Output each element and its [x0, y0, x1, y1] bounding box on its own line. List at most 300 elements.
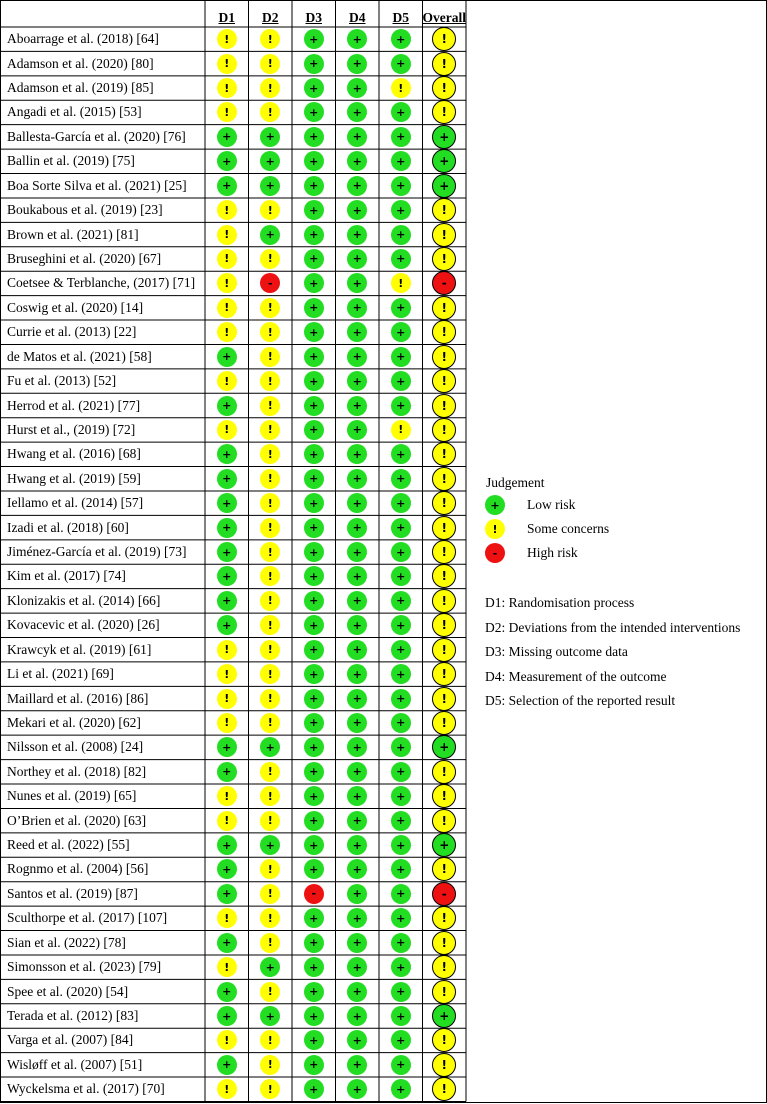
study-label: Sian et al. (2022) [78] — [7, 934, 126, 950]
judgement-dot-low: + — [304, 493, 324, 513]
judgement-dot-some: ! — [260, 859, 280, 879]
judgement-dot-low: + — [391, 298, 411, 318]
judgement-dot-low: + — [304, 1030, 324, 1050]
study-label: Boa Sorte Silva et al. (2021) [25] — [7, 177, 187, 193]
judgement-dot-low: + — [304, 566, 324, 586]
judgement-dot-low: + — [304, 273, 324, 293]
judgement-dot-some-overall: ! — [432, 442, 456, 466]
judgement-dot-low: + — [304, 811, 324, 831]
judgement-dot-low: + — [347, 420, 367, 440]
judgement-dot-low: + — [391, 957, 411, 977]
judgement-dot-some: ! — [217, 689, 237, 709]
study-label: Kim et al. (2017) [74] — [7, 568, 126, 584]
judgement-dot-low: + — [391, 615, 411, 635]
judgement-dot-some: ! — [217, 298, 237, 318]
study-label: Adamson et al. (2019) [85] — [7, 80, 154, 96]
judgement-dot-some: ! — [260, 29, 280, 49]
judgement-dot-low: + — [391, 225, 411, 245]
study-label: Rognmo et al. (2004) [56] — [7, 861, 149, 877]
judgement-dot-low: + — [260, 957, 280, 977]
judgement-dot-some: ! — [260, 713, 280, 733]
judgement-dot-low: + — [391, 1006, 411, 1026]
judgement-dot-some: ! — [260, 1055, 280, 1075]
judgement-dot-some: ! — [217, 371, 237, 391]
judgement-dot-some: ! — [217, 249, 237, 269]
judgement-dot-some: ! — [260, 102, 280, 122]
study-label: Jiménez-García et al. (2019) [73] — [7, 544, 187, 560]
domain-definition: D2: Deviations from the intended interventions — [485, 619, 741, 635]
judgement-dot-some: ! — [260, 420, 280, 440]
study-label: Nilsson et al. (2008) [24] — [7, 739, 144, 755]
judgement-dot-low: + — [217, 469, 237, 489]
judgement-dot-some-overall: ! — [432, 638, 456, 662]
study-label: Hwang et al. (2019) [59] — [7, 470, 141, 486]
judgement-dot-some: ! — [260, 786, 280, 806]
study-label: O’Brien et al. (2020) [63] — [7, 812, 147, 828]
judgement-dot-low: + — [347, 102, 367, 122]
judgement-dot-some-overall: ! — [432, 491, 456, 515]
study-label: Fu et al. (2013) [52] — [7, 373, 117, 389]
study-label: Ballesta-García et al. (2020) [76] — [7, 128, 186, 144]
judgement-dot-low: + — [347, 1055, 367, 1075]
study-label: Bruseghini et al. (2020) [67] — [7, 250, 162, 266]
judgement-dot-some-overall: ! — [432, 27, 456, 51]
study-label: Simonsson et al. (2023) [79] — [7, 959, 162, 975]
judgement-dot-low: + — [304, 78, 324, 98]
judgement-dot-some: ! — [391, 420, 411, 440]
judgement-dot-some: ! — [260, 664, 280, 684]
judgement-dot-low: + — [347, 982, 367, 1002]
judgement-dot-low: + — [217, 396, 237, 416]
column-header-overall: Overall — [422, 10, 466, 25]
judgement-dot-low: + — [217, 737, 237, 757]
domain-definition: D4: Measurement of the outcome — [485, 668, 667, 684]
judgement-dot-low: + — [304, 151, 324, 171]
judgement-dot-low: + — [217, 1006, 237, 1026]
judgement-dot-low: + — [391, 444, 411, 464]
judgement-dot-low: + — [391, 591, 411, 611]
judgement-dot-some: ! — [260, 884, 280, 904]
judgement-dot-low: + — [304, 1079, 324, 1099]
judgement-dot-low: + — [260, 225, 280, 245]
judgement-dot-some: ! — [217, 1030, 237, 1050]
judgement-dot-low: + — [391, 1079, 411, 1099]
judgement-dot-some: ! — [217, 420, 237, 440]
judgement-dot-low: + — [260, 737, 280, 757]
judgement-dot-low: + — [304, 591, 324, 611]
judgement-dot-low: + — [347, 1006, 367, 1026]
study-label: Maillard et al. (2016) [86] — [7, 690, 149, 706]
judgement-dot-low: + — [391, 54, 411, 74]
judgement-dot-low: + — [347, 835, 367, 855]
column-header-d2: D2 — [262, 10, 279, 25]
study-label: Coswig et al. (2020) [14] — [7, 299, 144, 315]
study-label: Hwang et al. (2016) [68] — [7, 446, 141, 462]
judgement-dot-some-overall: ! — [432, 784, 456, 808]
study-label: Adamson et al. (2020) [80] — [7, 55, 154, 71]
judgement-dot-some-overall: ! — [432, 662, 456, 686]
judgement-dot-low: + — [217, 884, 237, 904]
study-label: Terada et al. (2012) [83] — [7, 1008, 139, 1023]
judgement-dot-some-overall: ! — [432, 394, 456, 418]
judgement-dot-low: + — [347, 957, 367, 977]
judgement-dot-some-overall: ! — [432, 247, 456, 271]
study-label: Wisløff et al. (2007) [51] — [7, 1056, 143, 1072]
judgement-dot-low: + — [347, 1079, 367, 1099]
judgement-dot-low: + — [217, 542, 237, 562]
judgement-dot-some-overall: ! — [432, 809, 456, 833]
judgement-dot-low: + — [217, 176, 237, 196]
judgement-dot-some: ! — [217, 713, 237, 733]
judgement-dot-low: + — [347, 908, 367, 928]
judgement-dot-some: ! — [260, 908, 280, 928]
judgement-dot-low: + — [304, 29, 324, 49]
judgement-dot-low: + — [391, 151, 411, 171]
judgement-dot-some-overall: ! — [432, 613, 456, 637]
column-header-d1: D1 — [218, 10, 235, 25]
judgement-dot-low: + — [260, 1006, 280, 1026]
judgement-dot-some: ! — [260, 811, 280, 831]
judgement-dot-some-overall: ! — [432, 906, 456, 930]
judgement-dot-low: + — [391, 493, 411, 513]
judgement-dot-some-overall: ! — [432, 467, 456, 491]
judgement-dot-some: ! — [260, 54, 280, 74]
legend-label: Some concerns — [527, 521, 610, 536]
judgement-dot-low: + — [347, 615, 367, 635]
judgement-dot-low: + — [347, 811, 367, 831]
judgement-dot-low: + — [347, 640, 367, 660]
judgement-dot-low: + — [304, 127, 324, 147]
judgement-dot-some: ! — [217, 322, 237, 342]
judgement-dot-low: + — [304, 469, 324, 489]
judgement-dot-some: ! — [217, 640, 237, 660]
judgement-dot-low: + — [391, 566, 411, 586]
judgement-dot-low-overall: + — [432, 149, 456, 173]
judgement-dot-low: + — [347, 176, 367, 196]
judgement-dot-low: + — [217, 127, 237, 147]
judgement-dot-low: + — [217, 518, 237, 538]
study-label: Nunes et al. (2019) [65] — [7, 788, 137, 804]
judgement-dot-low: + — [391, 933, 411, 953]
study-label: Northey et al. (2018) [82] — [7, 763, 147, 779]
judgement-dot-some-overall: ! — [432, 369, 456, 393]
judgement-dot-some-overall: ! — [432, 857, 456, 881]
judgement-dot-low: + — [391, 469, 411, 489]
judgement-dot-low: + — [391, 908, 411, 928]
judgement-dot-low: + — [304, 225, 324, 245]
legend-title: Judgement — [486, 475, 545, 490]
judgement-dot-high: - — [304, 884, 324, 904]
judgement-dot-low: + — [304, 518, 324, 538]
study-label: de Matos et al. (2021) [58] — [7, 348, 152, 364]
judgement-dot-some: ! — [260, 444, 280, 464]
judgement-dot-low: + — [304, 176, 324, 196]
domain-definition: D3: Missing outcome data — [485, 644, 628, 659]
judgement-dot-low: + — [347, 933, 367, 953]
judgement-dot-low: + — [391, 29, 411, 49]
judgement-dot-low: + — [304, 420, 324, 440]
study-label: Boukabous et al. (2019) [23] — [7, 202, 163, 218]
judgement-dot-low: + — [391, 542, 411, 562]
judgement-dot-low: + — [304, 298, 324, 318]
judgement-dot-low: + — [217, 591, 237, 611]
study-label: Klonizakis et al. (2014) [66] — [7, 592, 161, 608]
judgement-dot-some: ! — [260, 347, 280, 367]
judgement-dot-some: ! — [260, 298, 280, 318]
judgement-dot-low: + — [347, 54, 367, 74]
judgement-dot-some-overall: ! — [432, 955, 456, 979]
judgement-dot-low: + — [347, 664, 367, 684]
judgement-dot-low: + — [217, 982, 237, 1002]
judgement-dot-low: + — [304, 322, 324, 342]
judgement-dot-low: + — [217, 859, 237, 879]
judgement-dot-some: ! — [217, 786, 237, 806]
study-label: Santos et al. (2019) [87] — [7, 885, 138, 901]
judgement-dot-some: ! — [217, 102, 237, 122]
judgement-dot-some: ! — [260, 518, 280, 538]
judgement-dot-some: ! — [217, 200, 237, 220]
study-label: Iellamo et al. (2014) [57] — [7, 495, 144, 511]
judgement-dot-some-overall: ! — [432, 931, 456, 955]
judgement-dot-some: ! — [260, 982, 280, 1002]
judgement-dot-low: + — [217, 493, 237, 513]
judgement-dot-some-overall: ! — [432, 223, 456, 247]
judgement-dot-low: + — [391, 713, 411, 733]
judgement-dot-low: + — [347, 396, 367, 416]
study-label: Varga et al. (2007) [84] — [7, 1032, 134, 1048]
judgement-dot-some-overall: ! — [432, 687, 456, 711]
judgement-dot-some-overall: ! — [432, 52, 456, 76]
judgement-dot-low: + — [347, 371, 367, 391]
judgement-dot-some: ! — [260, 566, 280, 586]
judgement-dot-low: + — [391, 176, 411, 196]
judgement-dot-low: + — [217, 933, 237, 953]
judgement-dot-some: ! — [260, 689, 280, 709]
judgement-dot-low: + — [347, 762, 367, 782]
judgement-dot-low: + — [347, 200, 367, 220]
judgement-dot-low: + — [304, 542, 324, 562]
judgement-dot-low: + — [304, 908, 324, 928]
study-label: Currie et al. (2013) [22] — [7, 324, 137, 340]
judgement-dot-some: ! — [391, 78, 411, 98]
judgement-dot-some: ! — [217, 664, 237, 684]
study-label: Mekari et al. (2020) [62] — [7, 714, 141, 730]
judgement-dot-some: ! — [260, 249, 280, 269]
judgement-dot-some: ! — [260, 469, 280, 489]
judgement-dot-some: ! — [260, 200, 280, 220]
study-label: Herrod et al. (2021) [77] — [7, 397, 141, 413]
column-header-d3: D3 — [305, 10, 322, 25]
judgement-dot-low: + — [391, 396, 411, 416]
judgement-dot-low-overall: + — [432, 735, 456, 759]
judgement-dot-some: ! — [217, 225, 237, 245]
judgement-dot-some-overall: ! — [432, 320, 456, 344]
judgement-dot-low: + — [304, 689, 324, 709]
judgement-dot-low: + — [304, 615, 324, 635]
judgement-dot-low: + — [391, 982, 411, 1002]
judgement-dot-low: + — [217, 1055, 237, 1075]
judgement-dot-low: + — [217, 347, 237, 367]
judgement-dot-low: + — [347, 786, 367, 806]
judgement-dot-low: + — [347, 884, 367, 904]
column-header-d5: D5 — [392, 10, 409, 25]
judgement-dot-low: + — [304, 102, 324, 122]
judgement-dot-some-overall: ! — [432, 76, 456, 100]
judgement-dot-low: + — [260, 127, 280, 147]
judgement-dot-low: + — [304, 54, 324, 74]
judgement-dot-some: ! — [260, 762, 280, 782]
judgement-dot-low: + — [391, 127, 411, 147]
judgement-dot-low: + — [217, 835, 237, 855]
judgement-dot-low: + — [347, 298, 367, 318]
legend-label: High risk — [527, 545, 578, 560]
judgement-dot-high-overall: - — [432, 271, 456, 295]
judgement-dot-low: + — [391, 102, 411, 122]
study-label: Brown et al. (2021) [81] — [7, 226, 139, 242]
judgement-dot-low: + — [260, 176, 280, 196]
judgement-dot-low: + — [304, 933, 324, 953]
study-label: Spee et al. (2020) [54] — [7, 983, 129, 999]
judgement-dot-low-overall: + — [432, 125, 456, 149]
judgement-dot-low: + — [304, 1006, 324, 1026]
judgement-dot-low: + — [391, 347, 411, 367]
judgement-dot-some: ! — [217, 29, 237, 49]
judgement-dot-some-overall: ! — [432, 516, 456, 540]
legend-label: Low risk — [527, 497, 576, 512]
judgement-dot-some: ! — [391, 273, 411, 293]
judgement-dot-some-overall: ! — [432, 1053, 456, 1077]
judgement-dot-low: + — [304, 396, 324, 416]
judgement-dot-some: ! — [260, 493, 280, 513]
judgement-dot-low: + — [347, 249, 367, 269]
judgement-dot-low: + — [347, 493, 367, 513]
judgement-dot-low: + — [347, 225, 367, 245]
judgement-dot-low: + — [347, 1030, 367, 1050]
judgement-dot-some-overall: ! — [432, 198, 456, 222]
judgement-dot-some: ! — [260, 78, 280, 98]
judgement-dot-low-overall: + — [432, 833, 456, 857]
judgement-dot-low: + — [391, 689, 411, 709]
judgement-dot-low: + — [347, 859, 367, 879]
judgement-dot-low: + — [304, 200, 324, 220]
judgement-dot-some: ! — [260, 322, 280, 342]
judgement-dot-low: + — [347, 151, 367, 171]
judgement-dot-low: + — [304, 786, 324, 806]
judgement-dot-some: ! — [260, 640, 280, 660]
judgement-dot-low: + — [391, 1055, 411, 1075]
study-label: Kovacevic et al. (2020) [26] — [7, 617, 160, 633]
judgement-dot-high-overall: - — [432, 882, 456, 906]
judgement-dot-low: + — [391, 249, 411, 269]
judgement-dot-low: + — [260, 835, 280, 855]
legend-dot-some: ! — [485, 519, 505, 539]
judgement-dot-some: ! — [260, 371, 280, 391]
study-label: Ballin et al. (2019) [75] — [7, 153, 135, 169]
judgement-dot-low: + — [391, 664, 411, 684]
judgement-dot-low: + — [304, 444, 324, 464]
study-label: Aboarrage et al. (2018) [64] — [7, 31, 159, 47]
judgement-dot-some: ! — [217, 1079, 237, 1099]
domain-definition: D5: Selection of the reported result — [485, 693, 676, 708]
study-label: Izadi et al. (2018) [60] — [7, 519, 129, 535]
domain-definition: D1: Randomisation process — [485, 595, 635, 610]
study-label: Sculthorpe et al. (2017) [107] — [7, 910, 168, 926]
judgement-dot-some-overall: ! — [432, 564, 456, 588]
judgement-dot-low: + — [391, 884, 411, 904]
judgement-dot-some: ! — [260, 1079, 280, 1099]
judgement-dot-low: + — [217, 762, 237, 782]
judgement-dot-high: - — [260, 273, 280, 293]
judgement-dot-low: + — [304, 347, 324, 367]
judgement-dot-low: + — [347, 444, 367, 464]
judgement-dot-low: + — [347, 689, 367, 709]
judgement-dot-low: + — [304, 640, 324, 660]
judgement-dot-low: + — [347, 78, 367, 98]
judgement-dot-low: + — [304, 664, 324, 684]
judgement-dot-some: ! — [260, 542, 280, 562]
judgement-dot-low: + — [347, 127, 367, 147]
study-label: Wyckelsma et al. (2017) [70] — [7, 1081, 165, 1097]
study-label: Krawcyk et al. (2019) [61] — [7, 641, 152, 657]
study-label: Reed et al. (2022) [55] — [7, 837, 130, 853]
judgement-dot-some: ! — [260, 396, 280, 416]
judgement-dot-some: ! — [217, 54, 237, 74]
judgement-dot-low: + — [391, 835, 411, 855]
judgement-dot-low: + — [347, 273, 367, 293]
study-label: Angadi et al. (2015) [53] — [7, 104, 142, 120]
judgement-dot-some-overall: ! — [432, 711, 456, 735]
judgement-dot-some-overall: ! — [432, 1077, 456, 1101]
study-label: Coetsee & Terblanche, (2017) [71] — [7, 275, 196, 291]
judgement-dot-some: ! — [217, 957, 237, 977]
judgement-dot-low: + — [304, 835, 324, 855]
judgement-dot-low-overall: + — [432, 174, 456, 198]
judgement-dot-low: + — [304, 371, 324, 391]
judgement-dot-low: + — [304, 982, 324, 1002]
judgement-dot-some: ! — [260, 591, 280, 611]
judgement-dot-low: + — [347, 29, 367, 49]
judgement-dot-low: + — [304, 762, 324, 782]
judgement-dot-low: + — [347, 591, 367, 611]
judgement-dot-low: + — [347, 566, 367, 586]
judgement-dot-some: ! — [217, 908, 237, 928]
judgement-dot-some: ! — [260, 1030, 280, 1050]
judgement-dot-low: + — [391, 371, 411, 391]
judgement-dot-low: + — [217, 444, 237, 464]
judgement-dot-low: + — [391, 762, 411, 782]
judgement-dot-some: ! — [217, 273, 237, 293]
judgement-dot-low: + — [391, 1030, 411, 1050]
judgement-dot-low: + — [347, 737, 367, 757]
judgement-dot-low: + — [260, 151, 280, 171]
legend-dot-high: - — [485, 543, 505, 563]
judgement-dot-some-overall: ! — [432, 980, 456, 1004]
judgement-dot-low: + — [217, 151, 237, 171]
judgement-dot-some-overall: ! — [432, 1028, 456, 1052]
judgement-dot-low: + — [347, 469, 367, 489]
judgement-dot-some-overall: ! — [432, 760, 456, 784]
judgement-dot-low: + — [304, 859, 324, 879]
judgement-dot-low: + — [347, 322, 367, 342]
judgement-dot-low: + — [391, 322, 411, 342]
study-label: Li et al. (2021) [69] — [7, 666, 114, 682]
judgement-dot-some: ! — [260, 933, 280, 953]
judgement-dot-low: + — [304, 1055, 324, 1075]
judgement-dot-some: ! — [217, 811, 237, 831]
judgement-dot-some-overall: ! — [432, 100, 456, 124]
judgement-dot-low: + — [391, 859, 411, 879]
judgement-dot-some-overall: ! — [432, 589, 456, 613]
